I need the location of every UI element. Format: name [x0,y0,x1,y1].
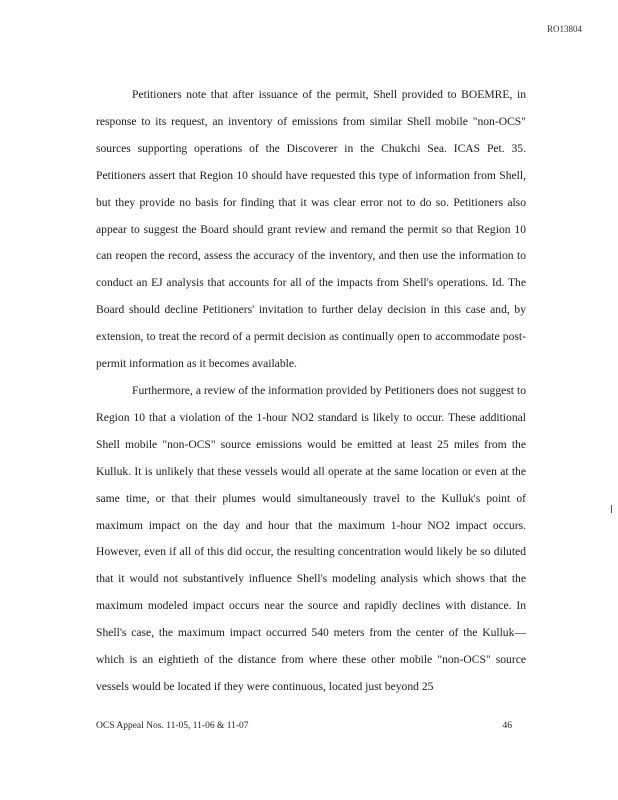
margin-mark [611,505,612,513]
paragraph-furthermore: Furthermore, a review of the information provided by Petitioners does not suggest to Region 10 that a violation of the 1-hour NO2 standard is likely to occur. These additional Shell mobile "non-OCS" source emissions would be emitted at least 25 miles from the Kulluk. It is unlikely that these vessels would all operate at the same location or even at the same time, or that their plumes would simultaneously travel to the Kulluk's point of maximum impact on the day and hour that the maximum 1-hour NO2 impact occurs. However, even if all of this did occur, the resulting concentration would likely be so diluted that it would not substantively influence Shell's modeling analysis which shows that the maximum modeled impact occurs near the source and rapidly declines with distance. In Shell's case, the maximum impact occurred 540 meters from the center of the Kulluk—which is an eightieth of the distance from where these other mobile "non-OCS" source vessels would be located if they were continuous, located just beyond 25 [96,383,526,693]
footer-citation: OCS Appeal Nos. 11-05, 11-06 & 11-07 [96,721,249,731]
document-body [96,82,526,701]
bates-number: RO13804 [546,24,582,34]
paragraph-petitioners-note: Petitioners note that after issuance of the permit, Shell provided to BOEMRE, in response to its request, an inventory of emissions from similar Shell mobile "non-OCS" sources supporting operations of the Discoverer in the Chukchi Sea. ICAS Pet. 35. Petitioners assert that Region 10 should have requested this type of information from Shell, but they provide no basis for finding that it was clear error not to do so. Petitioners also appear to suggest the Board should grant review and remand the permit so that Region 10 can reopen the record, assess the accuracy of the inventory, and then use the information to conduct an EJ analysis that accounts for all of the impacts from Shell's operations. Id. The Board should decline Petitioners' invitation to further delay decision in this case and, by extension, to treat the record of a permit decision as continually open to accommodate post-permit information as it becomes available. [96,88,526,371]
page-number: 46 [502,721,512,731]
